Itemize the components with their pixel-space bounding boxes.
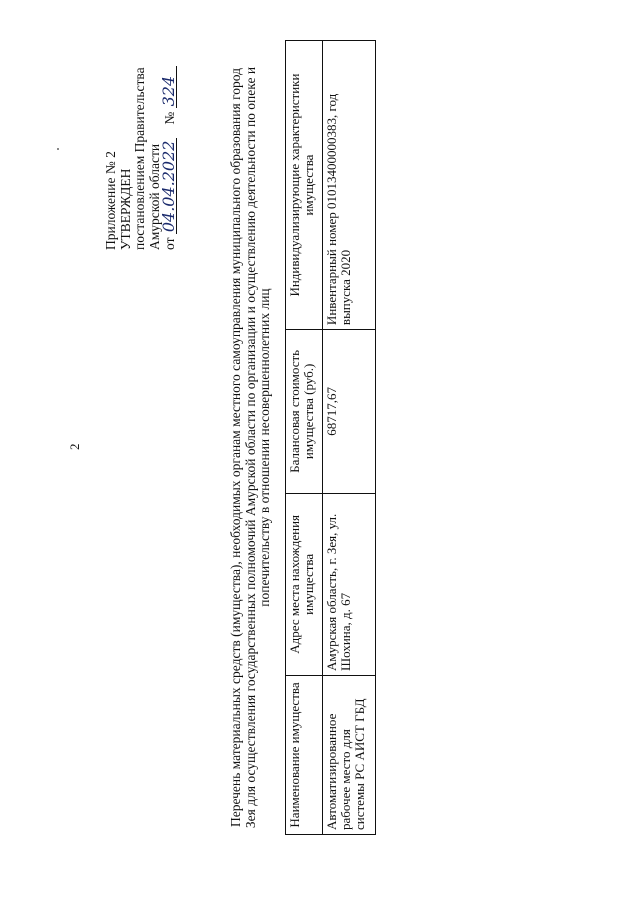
handwritten-date: 04.04.2022 (162, 138, 177, 234)
cell-characteristics: Инвентарный номер 01013400000383, год выпуска 2020 (323, 41, 376, 330)
table-header-row (286, 41, 323, 835)
approved-label: УТВЕРЖДЕН (117, 168, 133, 250)
approval-stamp-block (104, 66, 178, 250)
number-prefix: № (162, 111, 177, 125)
page-number: 2 (67, 443, 82, 450)
header-balance-value: Балансовая стоимость имущества (руб.) (286, 330, 323, 494)
cell-property-name: Автоматизированное рабочее место для системы РС АИСТ ГБД (323, 675, 376, 834)
cell-balance-value: 68717,67 (323, 330, 376, 494)
date-prefix: от (162, 237, 177, 250)
cell-address: Амурская область, г. Зея, ул. Шохина, д. 67 (323, 493, 376, 675)
header-address: Адрес места нахождения имущества (286, 493, 323, 675)
table-row (323, 41, 376, 835)
header-characteristics: Индивидуализирующие характеристики имущества (286, 41, 323, 330)
scan-speck (57, 148, 59, 150)
document-title: Перечень материальных средств (имущества), необходимых органам местного самоуправления муниципального образования город Зея для осуществления государственных полномочий Амурской области по организации и осуществлению деятельности по опеке и попечительству в отношении несовершеннолетних лиц (228, 66, 272, 829)
region-label: Амурской области (146, 143, 162, 250)
date-number-line (159, 66, 178, 250)
appendix-label: Приложение № 2 (103, 151, 118, 250)
handwritten-number: 324 (162, 66, 177, 108)
property-table (285, 40, 376, 835)
header-property-name: Наименование имущества (286, 675, 323, 834)
resolution-label: постановлением Правительства (132, 67, 147, 250)
